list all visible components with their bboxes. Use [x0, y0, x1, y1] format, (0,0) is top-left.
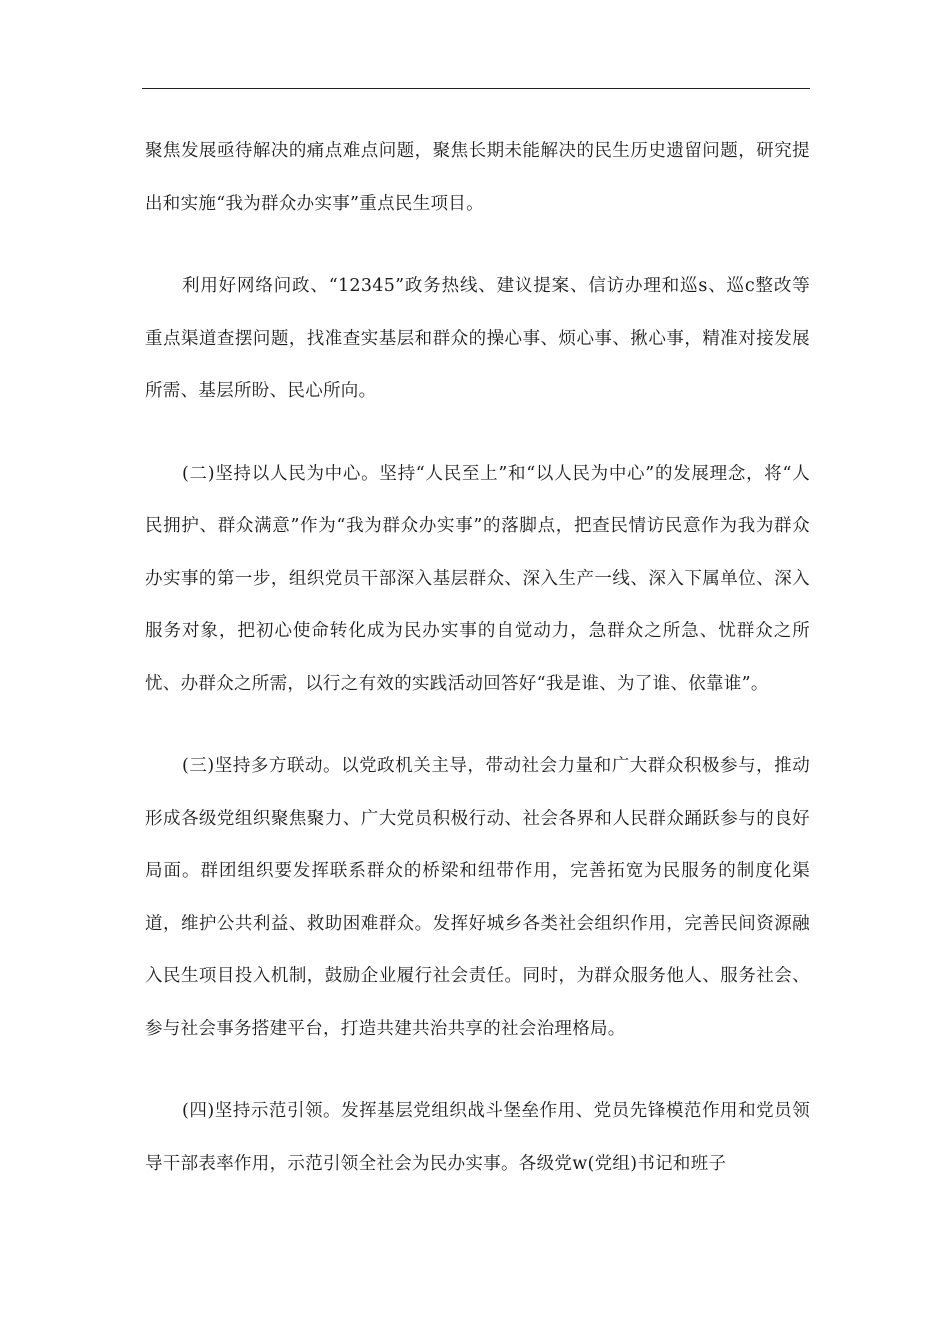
paragraph-section-four: (四)坚持示范引领。发挥基层党组织战斗堡垒作用、党员先锋模范作用和党员领导干部表率作用，示范引领全社会为民办实事。各级党w(党组)书记和班子 [145, 1101, 810, 1174]
header-rule [142, 88, 810, 89]
paragraph-section-two: (二)坚持以人民为中心。坚持“人民至上”和“以人民为中心”的发展理念，将“人民拥护、群众满意”作为“我为群众办实事”的落脚点，把查民情访民意作为我为群众办实事的第一步，组织党员干部深入基层群众、深入生产一线、深入下属单位、深入服务对象，把初心使命转化成为民办实事的自觉动力，急群众之所急、忧群众之所忧、办群众之所需，以行之有效的实践活动回答好“我是谁、为了谁、依靠谁”。 [145, 463, 810, 694]
paragraph-problem-channels: 利用好网络问政、“12345”政务热线、建议提案、信访办理和巡s、巡c整改等重点渠道查摆问题，找准查实基层和群众的操心事、烦心事、揪心事，精准对接发展所需、基层所盼、民心所向。 [145, 276, 810, 401]
document-body [145, 125, 810, 1190]
paragraph-section-three: (三)坚持多方联动。以党政机关主导，带动社会力量和广大群众积极参与，推动形成各级党组织聚焦聚力、广大党员积极行动、社会各界和人民群众踊跃参与的良好局面。群团组织要发挥联系群众的桥梁和纽带作用，完善拓宽为民服务的制度化渠道，维护公共利益、救助困难群众。发挥好城乡各类社会组织作用，完善民间资源融入民生项目投入机制，鼓励企业履行社会责任。同时，为群众服务他人、服务社会、参与社会事务搭建平台，打造共建共治共享的社会治理格局。 [145, 756, 810, 1039]
paragraph-continuation: 聚焦发展亟待解决的痛点难点问题，聚焦长期未能解决的民生历史遗留问题，研究提出和实施“我为群众办实事”重点民生项目。 [145, 141, 810, 214]
